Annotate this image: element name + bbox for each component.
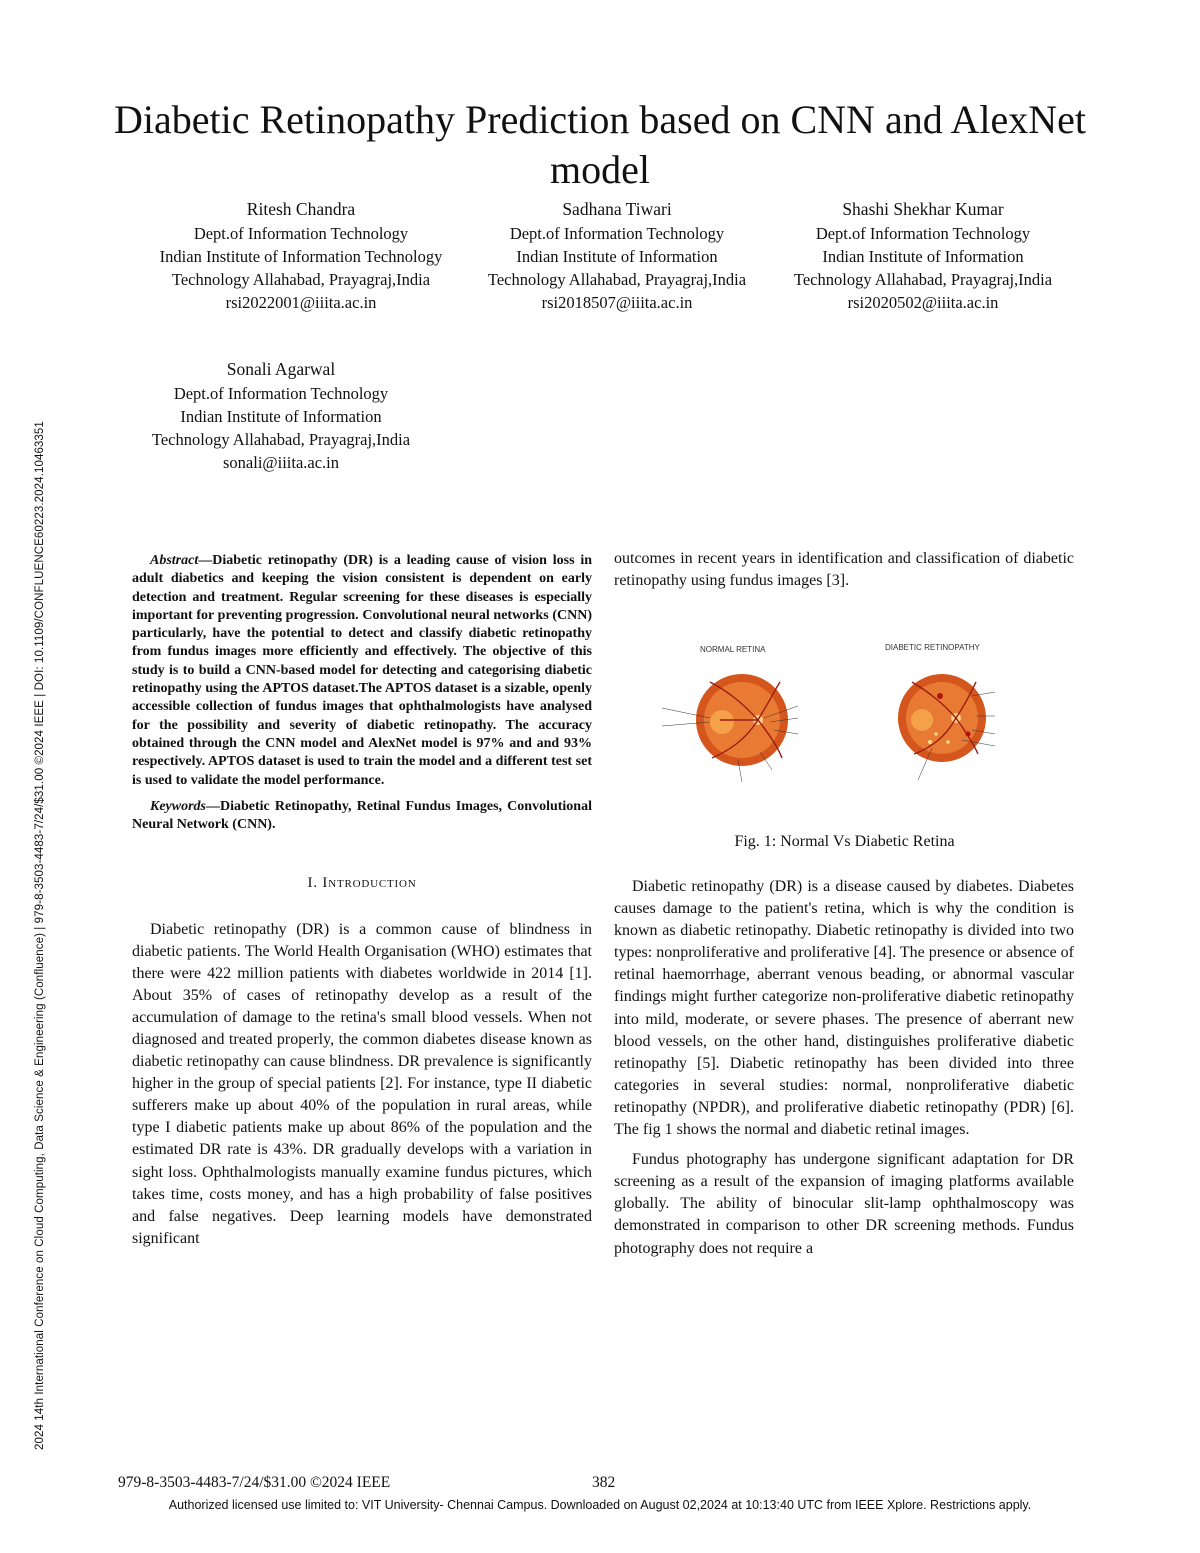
author-email: rsi2022001@iiita.ac.in	[225, 293, 377, 312]
right-column-top	[614, 548, 1074, 600]
author-dept: Dept.of Information Technology	[193, 224, 409, 243]
normal-retina-image	[662, 674, 798, 782]
author-institute: Indian Institute of Information Technology	[159, 247, 443, 266]
author-block	[131, 198, 471, 314]
abstract-text: —Diabetic retinopathy (DR) is a leading cause of vision loss in adult diabetics and keeping the vision consistent is dependent on early detection and treatment. Regular screening for these diseases is especially important for preventing progression. Convolutional neural networks (CNN) particularly, have the potential to detect and classify diabetic retinopathy from fundus images more efficiently and effectively. The objective of this study is to build a CNN-based model for detecting and categorising diabetic retinopathy using the APTOS dataset.The APTOS dataset is a sizable, openly accessible collection of fundus images that ophthalmologists have analysed for the possibility and severity of diabetic retinopathy. The accuracy obtained through the CNN model and AlexNet model is 97% and and 93% respectively. APTOS dataset is used to train the model and a different test set is used to validate the model performance.	[132, 553, 592, 788]
author-location: Technology Allahabad, Prayagraj,India	[487, 270, 747, 289]
footer-isbn: 979-8-3503-4483-7/24/$31.00 ©2024 IEEE	[118, 1474, 391, 1491]
body-paragraph: Diabetic retinopathy (DR) is a disease caused by diabetes. Diabetes causes damage to the patient's retina, which is why the condition is known as diabetic retinopathy. Diabetic retinopathy is divided into two types: nonproliferative and proliferative [4]. The presence or absence of retinal haemorrhage, aberrant venous beading, or abnormal vascular findings might further categorize non-proliferative diabetic retinopathy into mild, moderate, or severe phases. The presence of aberrant new blood vessels, on the other hand, distinguishes proliferative diabetic retinopathy [5]. Diabetic retinopathy has been divided into three categories in several studies: normal, nonproliferative diabetic retinopathy (NPDR), and proliferative diabetic retinopathy (PDR) [6]. The fig 1 shows the normal and diabetic retinal images.	[614, 878, 1074, 1139]
side-margin-citation: 2024 14th International Conference on Cloud Computing, Data Science & Engineering (Confluence) | 979-8-3503-4483-7/24/$31.00 ©2024 IEEE | DOI: 10.1109/CONFLUENCE60223.2024.10463351	[34, 421, 46, 1450]
license-notice: Authorized licensed use limited to: VIT University- Chennai Campus. Downloaded on August 02,2024 at 10:13:40 UTC from IEEE Xplore. Restrictions apply.	[168, 1498, 1032, 1512]
author-dept: Dept.of Information Technology	[509, 224, 725, 243]
left-column	[132, 552, 592, 1258]
right-column-body	[614, 876, 1074, 1268]
intro-continuation: outcomes in recent years in identification and classification of diabetic retinopathy using fundus images [3].	[614, 550, 1074, 590]
author-name: Shashi Shekhar Kumar	[842, 199, 1004, 219]
author-institute: Indian Institute of Information	[516, 247, 718, 266]
author-dept: Dept.of Information Technology	[815, 224, 1031, 243]
author-name: Sonali Agarwal	[226, 359, 336, 379]
author-institute: Indian Institute of Information	[180, 407, 382, 426]
author-name: Ritesh Chandra	[246, 199, 356, 219]
diabetic-retina-image	[898, 674, 995, 780]
author-block	[447, 198, 787, 314]
author-block	[111, 358, 451, 474]
author-email: rsi2018507@iiita.ac.in	[541, 293, 693, 312]
author-dept: Dept.of Information Technology	[173, 384, 389, 403]
author-email: sonali@iiita.ac.in	[223, 453, 339, 472]
body-paragraph: Fundus photography has undergone significant adaptation for DR screening as a result of the expansion of imaging platforms available globally. The ability of binocular slit-lamp ophthalmoscopy was demonstrated in comparison to other DR screening methods. Fundus photography does not require a	[614, 1151, 1074, 1257]
abstract	[132, 552, 592, 834]
figure-caption: Fig. 1: Normal Vs Diabetic Retina	[734, 833, 955, 850]
keywords-text: —Diabetic Retinopathy, Retinal Fundus Images, Convolutional Neural Network (CNN).	[132, 798, 592, 833]
author-institute: Indian Institute of Information	[822, 247, 1024, 266]
figure-label-normal: NORMAL RETINA	[700, 645, 766, 654]
author-location: Technology Allahabad, Prayagraj,India	[151, 430, 411, 449]
abstract-label: Abstract	[150, 553, 199, 568]
intro-paragraph: Diabetic retinopathy (DR) is a common cause of blindness in diabetic patients. The World Health Organisation (WHO) estimates that there were 422 million patients with diabetes worldwide in 2014 [1]. About 35% of cases of retinopathy develop as a result of the accumulation of damage to the retina's small blood vessels. When not diagnosed and treated properly, the common diabetes disease known as diabetic retinopathy can cause blindness. DR prevalence is significantly higher in the group of special patients [2]. For instance, type II diabetic sufferers make up about 40% of the population in rural areas, while type I diabetic patients make up about 86% of the population and the estimated DR rate is 43%. DR gradually develops with a variation in sight loss. Ophthalmologists manually examine fundus pictures, which takes time, costs money, and has a high probability of false positives and false negatives. Deep learning models have demonstrated significant	[132, 920, 592, 1247]
author-block	[753, 198, 1093, 314]
author-email: rsi2020502@iiita.ac.in	[847, 293, 999, 312]
retina-figure	[650, 630, 1080, 800]
keywords-label: Keywords	[150, 798, 206, 814]
section-heading: I. Introduction	[307, 875, 417, 892]
figure-label-diabetic: DIABETIC RETINOPATHY	[885, 643, 980, 652]
paper-title: Diabetic Retinopathy Prediction based on CNN and AlexNet model	[113, 96, 1086, 192]
author-location: Technology Allahabad, Prayagraj,India	[171, 270, 431, 289]
author-location: Technology Allahabad, Prayagraj,India	[793, 270, 1053, 289]
author-name: Sadhana Tiwari	[562, 199, 672, 219]
page-number: 382	[592, 1474, 616, 1491]
